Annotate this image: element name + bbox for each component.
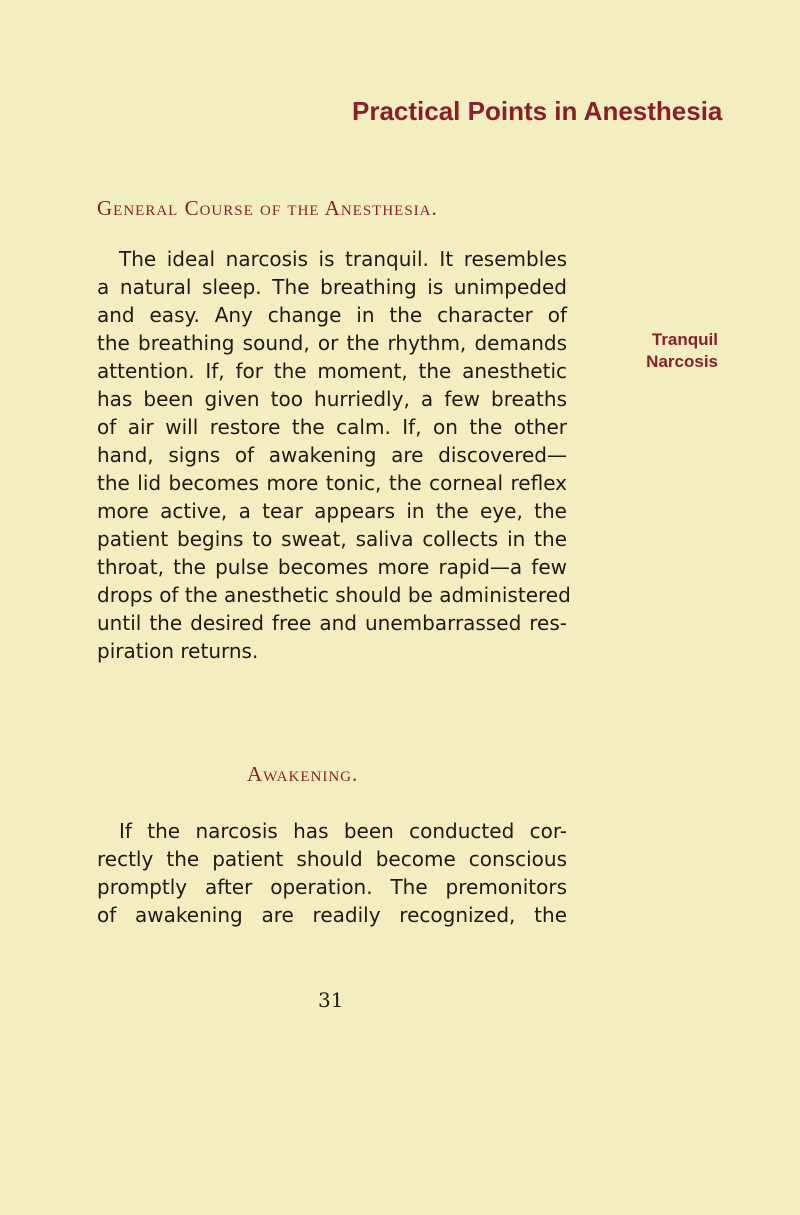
text-line: a natural sleep. The breathing is unimpeded xyxy=(97,275,567,299)
text-line: The ideal narcosis is tranquil. It resembles xyxy=(119,247,567,271)
text-line: the lid becomes more tonic, the corneal reflex xyxy=(97,471,567,495)
text-line: the breathing sound, or the rhythm, demands xyxy=(97,331,567,355)
margin-note-line: Narcosis xyxy=(646,352,718,371)
paragraph-awakening xyxy=(97,817,567,929)
text-line: until the desired free and unembarrassed res- xyxy=(97,611,567,635)
text-line: of awakening are readily recognized, the xyxy=(97,903,567,927)
margin-note-line: Tranquil xyxy=(651,330,718,349)
text-line: of air will restore the calm. If, on the other xyxy=(97,415,567,439)
section-heading-awakening: Awakening. xyxy=(247,762,359,786)
text-line: piration returns. xyxy=(97,639,259,663)
text-line: has been given too hurriedly, a few breaths xyxy=(97,387,567,411)
text-line: patient begins to sweat, saliva collects in the xyxy=(97,527,567,551)
text-line: If the narcosis has been conducted cor- xyxy=(119,819,567,843)
text-line: and easy. Any change in the character of xyxy=(97,303,567,327)
text-line: attention. If, for the moment, the anesthetic xyxy=(97,359,567,383)
text-line: promptly after operation. The premonitors xyxy=(97,875,567,899)
section-heading-general-course: General Course of the Anesthesia. xyxy=(97,196,438,220)
text-line: drops of the anesthetic should be administered xyxy=(97,583,571,607)
margin-note xyxy=(598,329,718,373)
text-line: throat, the pulse becomes more rapid—a few xyxy=(97,555,567,579)
paragraph-general-course xyxy=(97,245,571,665)
text-line: more active, a tear appears in the eye, the xyxy=(97,499,567,523)
text-line: hand, signs of awakening are discovered— xyxy=(97,443,567,467)
page-number: 31 xyxy=(318,988,344,1012)
text-line: rectly the patient should become conscious xyxy=(97,847,567,871)
running-head: Practical Points in Anesthesia xyxy=(352,96,723,126)
